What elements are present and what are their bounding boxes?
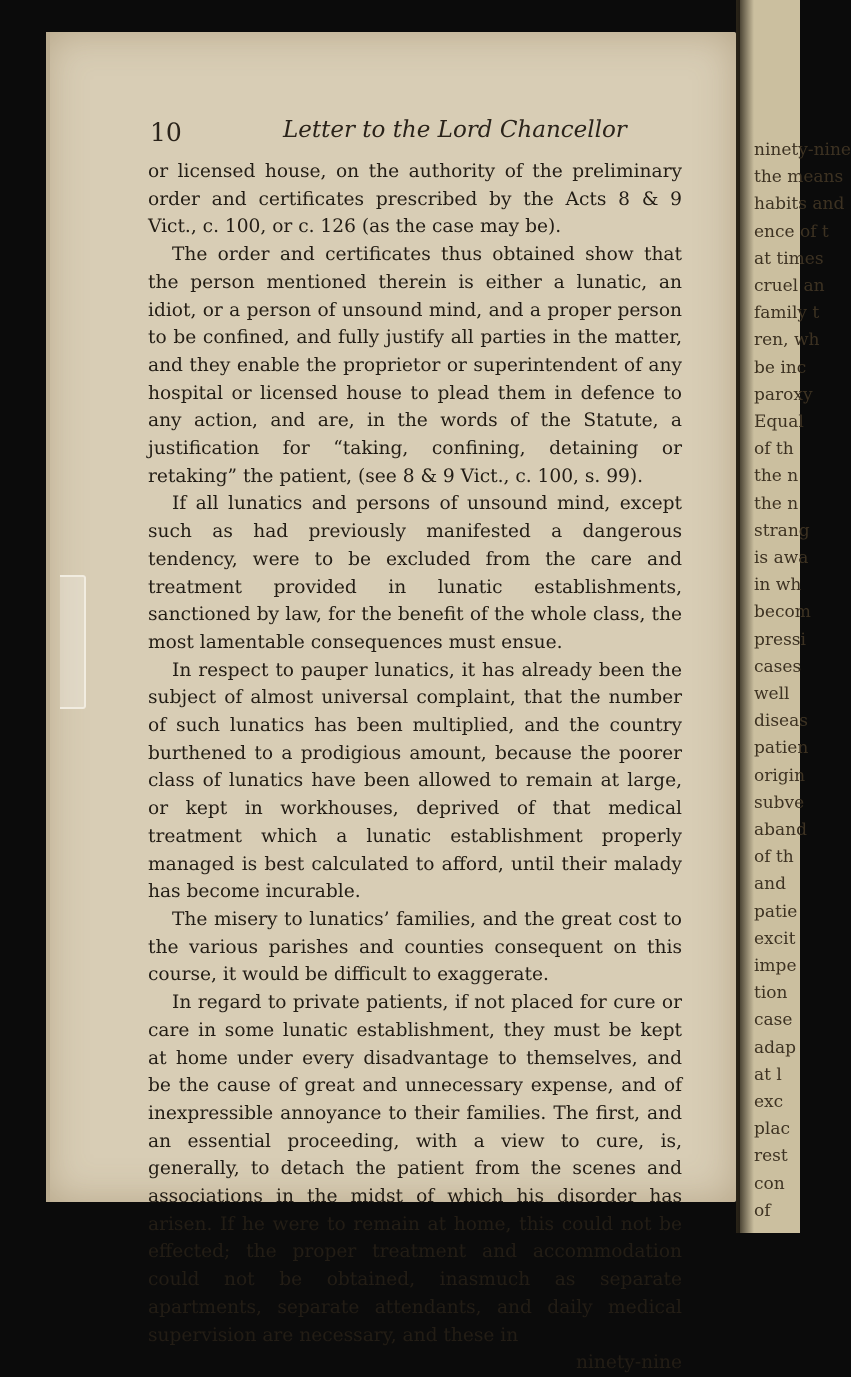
running-title: Letter to the Lord Chancellor bbox=[283, 117, 627, 143]
facing-page-line: ence of t bbox=[754, 222, 829, 242]
page-edge bbox=[46, 32, 50, 1202]
facing-page-line: family t bbox=[754, 303, 820, 323]
facing-page-line: of bbox=[754, 1201, 771, 1221]
facing-page-line: well bbox=[754, 684, 790, 704]
facing-page-line: impe bbox=[754, 956, 797, 976]
facing-page-line: subve bbox=[754, 793, 805, 813]
facing-page-line: paroxy bbox=[754, 385, 813, 405]
facing-page-line: the n bbox=[754, 466, 799, 486]
page-number: 10 bbox=[150, 118, 182, 147]
page-clip bbox=[60, 575, 86, 709]
facing-page-line: becom bbox=[754, 602, 811, 622]
facing-page-line: plac bbox=[754, 1119, 790, 1139]
facing-page-line: ninety-nine bbox=[754, 140, 851, 160]
facing-page-line: be inc bbox=[754, 358, 807, 378]
facing-page-line: case bbox=[754, 1010, 793, 1030]
catchword: ninety-nine bbox=[575, 1352, 682, 1374]
facing-page-line: is awa bbox=[754, 548, 809, 568]
facing-page-line: patien bbox=[754, 738, 809, 758]
paragraph: In respect to pauper lunatics, it has already been the subject of almost universal complaint, that the number of such lunatics has been multiplied, and the country burthened to a prodigious amount, because the poorer class of lunatics have been allowed to remain at large, or kept in workhouses, deprived of that medical treatment which a lunatic establishment properly managed is best calculated to afford, until their malady has become incurable. bbox=[148, 659, 682, 903]
facing-page-line: adap bbox=[754, 1038, 797, 1058]
facing-page-line: ren, wh bbox=[754, 330, 820, 350]
facing-page-line: of th bbox=[754, 439, 794, 459]
facing-page-line: rest bbox=[754, 1146, 788, 1166]
facing-page-line: habits and bbox=[754, 194, 845, 214]
facing-page-line: exc bbox=[754, 1092, 784, 1112]
facing-page-line: pressi bbox=[754, 630, 806, 650]
facing-page-line: tion bbox=[754, 983, 788, 1003]
facing-page-line: the n bbox=[754, 494, 799, 514]
facing-page-line: aband bbox=[754, 820, 807, 840]
paragraph: or licensed house, on the authority of the preliminary order and certificates prescribed by the Acts 8 & 9 Vict., c. 100, or c. 126 (as the case may be). bbox=[148, 161, 682, 238]
paragraph: In regard to private patients, if not placed for cure or care in some lunatic establishment, they must be kept at home under every disadvantage to themselves, and be the cause of great and unnecessary expense, and of inexpressible annoyance to their families. The first, and an essential proceeding, with a view to cure, is, generally, to detach the patient from the scenes and associations in the midst of which his disorder has arisen. If he were to remain at home, this could not be effected; the proper treatment and accommodation could not be obtained, inasmuch as separate apartments, separate attendants, and daily medical supervision are necessary, and these in bbox=[148, 992, 682, 1346]
facing-page-line: and bbox=[754, 874, 786, 894]
facing-page-line: in wh bbox=[754, 575, 802, 595]
facing-page-line: excit bbox=[754, 929, 796, 949]
paragraph: The order and certificates thus obtained show that the person mentioned therein is either a lunatic, an idiot, or a person of unsound mind, and a proper person to be confined, and fully justify all parties in the matter, and they enable the proprietor or superintendent of any hospital or licensed house to plead them in defence to any action, and are, in the words of the Statute, a justification for “taking, confining, detaining or retaking” the patient, (see 8 & 9 Vict., c. 100, s. 99). bbox=[148, 244, 682, 487]
gutter-shadow bbox=[736, 0, 754, 1233]
facing-page-line: at l bbox=[754, 1065, 782, 1085]
facing-page-line: of th bbox=[754, 847, 794, 867]
facing-page-line: Equal bbox=[754, 412, 804, 432]
facing-page-line: patie bbox=[754, 902, 798, 922]
facing-page-line: the means bbox=[754, 167, 844, 187]
facing-page-line: con bbox=[754, 1174, 785, 1194]
facing-page-line: strang bbox=[754, 521, 810, 541]
paragraph: The misery to lunatics’ families, and the great cost to the various parishes and counties consequent on this course, it would be difficult to exaggerate. bbox=[148, 908, 682, 986]
body-text bbox=[148, 158, 682, 1377]
facing-page-line: origin bbox=[754, 766, 806, 786]
facing-page-line: diseas bbox=[754, 711, 808, 731]
facing-page-line: cruel an bbox=[754, 276, 825, 296]
facing-page-line: at times bbox=[754, 249, 824, 269]
paragraph: If all lunatics and persons of unsound mind, except such as had previously manifested a dangerous tendency, were to be excluded from the care and treatment provided in lunatic establishments, sanctioned by law, for the benefit of the whole class, the most lamentable consequences must ensue. bbox=[148, 493, 682, 653]
facing-page-line: cases bbox=[754, 657, 802, 677]
